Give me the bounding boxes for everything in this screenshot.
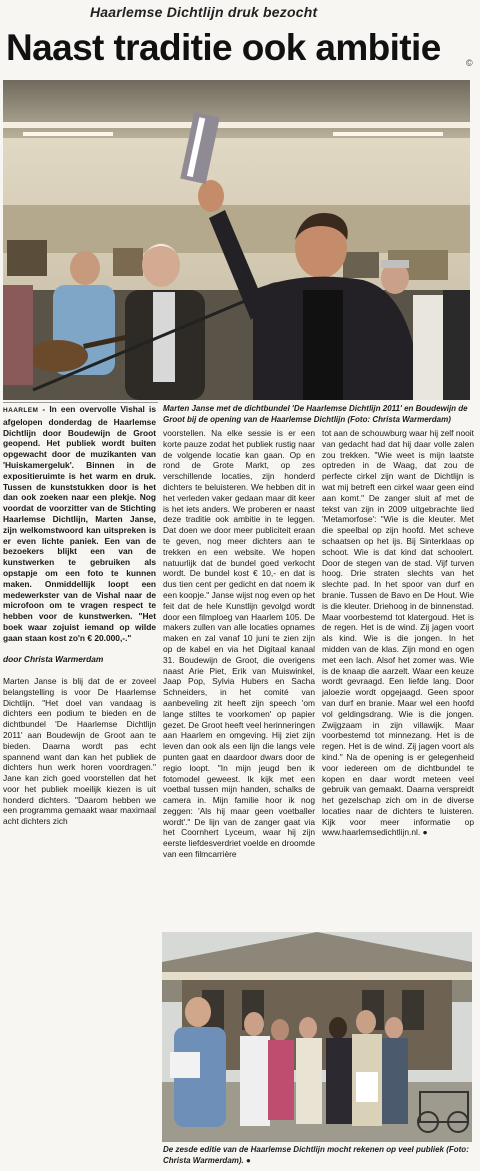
main-photo-caption: Marten Janse met de dichtbundel 'De Haarlemse Dichtlijn 2011' en Boudewijn de Groot bij de opening van de Haarlemse Dichtlijn (Foto: Christa Warmerdam) [163,404,468,424]
copyright-mark: © [466,58,473,68]
main-photo [3,80,470,400]
column-2-body: voorstellen. Na elke sessie is er een korte pauze zodat het publiek rustig naar de volgende locatie kan gaan. Op en rond de Grote Markt, op zes verschillende locaties, zijn honderd dichters te beluisteren. We hebben dit in het verleden vaker gedaan maar dit keer is het iets anders. We proberen er naast deze traditie ook ambitie in te leggen. Dat doen we door meer publiciteit eraan te geven, nog meer dichters aan te trekken en een website. We hopen natuurlijk dat de bundel goed verkocht wordt. De bundel kost € 10,- en dat is dus tien cent per gedicht en dat noem ik een koopje." Janse wijst nog even op het feit dat de hele Kunstlijn gevolgd wordt door een filmploeg van Haarlem 105. De makers zullen van alle locaties opnames maken en zal vanaf 10 juni te zien zijn op de kabel en via het Digitaal kanaal 31. Boudewijn de Groot, die overigens naast Arie Piet, Erik van Muiswinkel, Jaap Pop, Sylvia Hubers en Sacha Schneiders, in het comité van aanbeveling zit heeft zijn speech 'om lange stiltes te voorkomen' op papier gezet. De Groot heeft veel herinneringen aan Haarlem en omgeving. Hij ziet zijn leven dan ook als een lijn die langs vele punten gaat en daardoor dwars door de regio loopt. "In mijn jeugd ben ik fotomodel geweest. Ik kijk met een voetbal tussen mijn handen, schalks de camera in. Mijn familie hoor ik nog zeggen: 'Als hij maar geen voetballer wordt'." De lijn van de zanger gaat via het Coornhert Lyceum, waar hij zijn eerste liefdesverdriet voelde en droomde van een filmcarrière [163,428,315,860]
article-column-3 [322,428,474,838]
crowd-photo-image [162,932,472,1142]
article-column-2 [163,428,315,860]
article-kicker: Haarlemse Dichtlijn druk bezocht [90,4,318,20]
column-rule [3,402,158,403]
column-3-body: tot aan de schouwburg waar hij zelf nooit van gedacht had dat hij daar volle zalen zou trekken. "Wie weet is mijn laatste optreden in de Waag, dat zou de perfecte cirkel zijn want de Dichtlijn is wat mij betreft een cirkel waar geen eind aan komt." De zanger sluit af met de tekst van zijn in 2009 uitgebrachte lied 'Metamorfose': "Wie is die kleuter. Met die speelbal op zijn hoofd. Met scheve schaatsen op het ijs. Bij Sinterklaas op schoot. Wie is dat kind dat schoolert. Door de stegen van de stad. Vijf turven hoog. Drie straten slechts van het slechte pad. In het spoor van durf en branie. Tussen de Bavo en De Hout. Wie is die kleuter. Driehoog in de binnenstad. Maar voorbestemd tot klatergoud. Het is de regen. Het is de wind. Zij jagen voort als kind. Wie is die jongen. In het midden van de klas. Zijn mond en ogen met een lach. Alsof het zomer was. Wie is de knaap die aarzelt. Waar een keuze wordt gevraagd. Een liefde lang. Door jaloezie wordt opgejaagd. Geen spoor van durf en branie. Maar wel een hoofd vol geldingsdrang. Wie is die jongen. Zwijgzaam in zijn villawijk. Maar voorbestemd tot minnezang. Het is de regen. Het is de wind. Zij jagen voort als kind." Na de opening is er gelegenheid voor iedereen om de dichtbundel te kopen en daar wordt meteen veel gebruik van gemaakt. Daarna verspreidt het gezelschap zich om in de diverse locaties naar de dichters te luisteren. Kijk voor meer informatie op www.haarlemsedichtlijn.nl. ● [322,428,474,838]
dateline-place: HAARLEM [3,407,39,414]
article-headline: Naast traditie ook ambitie [6,27,441,68]
lead-text: - In een overvolle Vishal is afgelopen donderdag de Haarlemse Dichtlijn door Boudewijn de Groot geopend. Het publiek wordt buiten opgewacht door de muzikanten van 'Huiskamergeluk'. Binnen in de expositieruimte is het warm en druk. Tussen de kunststukken door is het dan ook zoeken naar een plekje. Nog voordat de voorzitter van de Stichting Haarlemse Dichtlijn, Marten Janse, zijn welkomstwoord kan uitspreken is er even lichte paniek. Een van de bezoekers blijkt een van de kunstwerken te gebruiken als opstapje om een foto te kunnen maken. Onmiddellijk loopt een medewerkster van de Vishal naar de microfoon om te vragen respect te hebben voor de kunstwerken. "Het boek waar zojuist iemand op wilde gaan staan kost zo'n € 20.000,-." [3,404,156,643]
crowd-photo-caption: De zesde editie van de Haarlemse Dichtlijn mocht rekenen op veel publiek (Foto: Christa Warmerdam). ● [163,1145,469,1165]
main-photo-image [3,80,470,400]
column-1-body: Marten Janse is blij dat de er zoveel belangstelling is voor De Haarlemse Dichtlijn. "Het doel van vandaag is dichters een podium te bieden en de dichtbundel 'De Haarlemse Dichtlijn 2011' aan Boudewijn de Groot aan te bieden. Daarna wordt pas echt spannend want dan kan het publiek de dichters hun werk horen voordragen." Jane kan zich goed voorstellen dat het voor het publiek moeilijk kiezen is uit honderd dichters. "Daarom hebben we een programma gemaakt waar maximaal acht dichters zich [3,675,156,827]
article-column-1 [3,404,156,827]
article-byline: door Christa Warmerdam [3,654,104,665]
article-lead [3,404,156,644]
crowd-photo [162,932,472,1142]
